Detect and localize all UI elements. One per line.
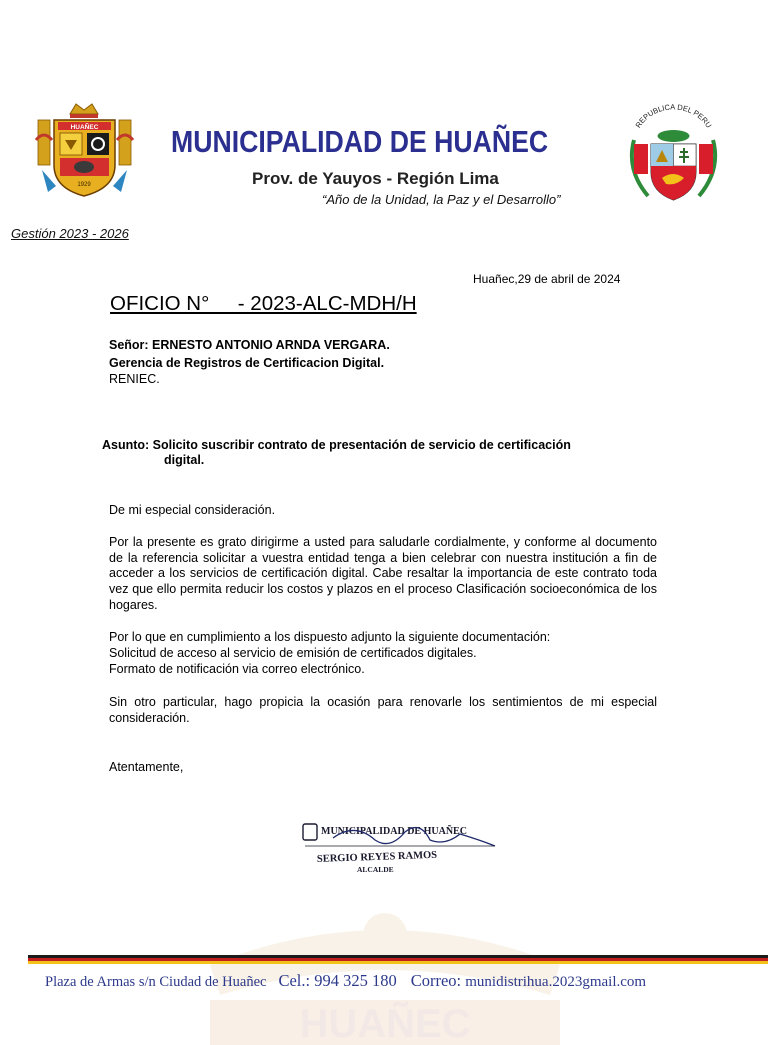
emblem-year-text: 1929 [77, 182, 91, 188]
closing-paragraph: Sin otro particular, hago propicia la ocasión para renovarle los sentimientos de mi especial consideración. [109, 695, 657, 725]
attachment-item-2: Formato de notificación via correo electrónico. [109, 662, 365, 676]
footer-email: munidistrihua.2023gmail.com [465, 974, 647, 990]
body-paragraph-1: Por la presente es grato dirigirme a usted para saludarle cordialmente, y conforme al documento de la referencia solicitar a vuestra entidad tenga a bien celebrar con nuestra institución a fin de acceder a los servicios de certificación digital. Cabe resaltar la importancia de este contrato toda vez que ello permita reducir los costos y plazos en el proceso Clasificación socioeconómica de los hogares. [109, 535, 657, 612]
footer-address: Plaza de Armas s/n Ciudad de Huañec [45, 974, 267, 990]
subject-line-2: digital. [164, 453, 205, 467]
emblem-top-text: HUAÑEC [70, 124, 99, 131]
huanec-coat-of-arms-icon [32, 100, 137, 200]
emblem-republic-text: REPUBLICA DEL PERU [633, 102, 714, 130]
footer-phone: Cel.: 994 325 180 [278, 971, 397, 990]
stamp-emblem-icon [303, 824, 317, 840]
signer-name: SERGIO REYES RAMOS [316, 849, 438, 865]
subject-line-1: Asunto: Solicito suscribir contrato de presentación de servicio de certificación [102, 438, 571, 452]
recipient-office: Gerencia de Registros de Certificacion Digital. [109, 356, 385, 370]
sign-off: Atentamente, [109, 760, 184, 774]
signer-role: ALCALDE [357, 865, 394, 874]
body-paragraph-2-intro: Por lo que en cumplimiento a los dispuesto adjunto la siguiente documentación: [109, 630, 551, 644]
svg-text:REPUBLICA DEL PERU [634, 102, 714, 129]
year-motto: “Año de la Unidad, la Paz y el Desarrollo” [322, 192, 561, 207]
province-subtitle: Prov. de Yauyos - Región Lima [252, 169, 499, 188]
peru-coat-of-arms-icon [626, 100, 721, 208]
gestion-period: Gestión 2023 - 2026 [11, 226, 129, 241]
footer-contact [45, 971, 646, 991]
stamp-institution: MUNICIPALIDAD DE HUAÑEC [321, 826, 467, 837]
municipality-title: MUNICIPALIDAD DE HUAÑEC [171, 124, 549, 159]
subject-block [102, 438, 662, 468]
oficio-number: OFICIO N° - 2023-ALC-MDH/H [110, 292, 417, 315]
recipient-entity: RENIEC. [109, 372, 160, 386]
greeting: De mi especial consideración. [109, 503, 276, 517]
signature-stamp [295, 810, 505, 880]
recipient-name: Señor: ERNESTO ANTONIO ARNDA VERGARA. [109, 338, 390, 352]
footer-email-label: Correo: [410, 971, 466, 990]
letter-date: Huañec,29 de abril de 2024 [473, 272, 621, 286]
attachment-item-1: Solicitud de acceso al servicio de emisión de certificados digitales. [109, 646, 477, 660]
watermark-text: HUAÑEC [299, 1002, 471, 1045]
footer-bar-yellow [28, 961, 768, 964]
